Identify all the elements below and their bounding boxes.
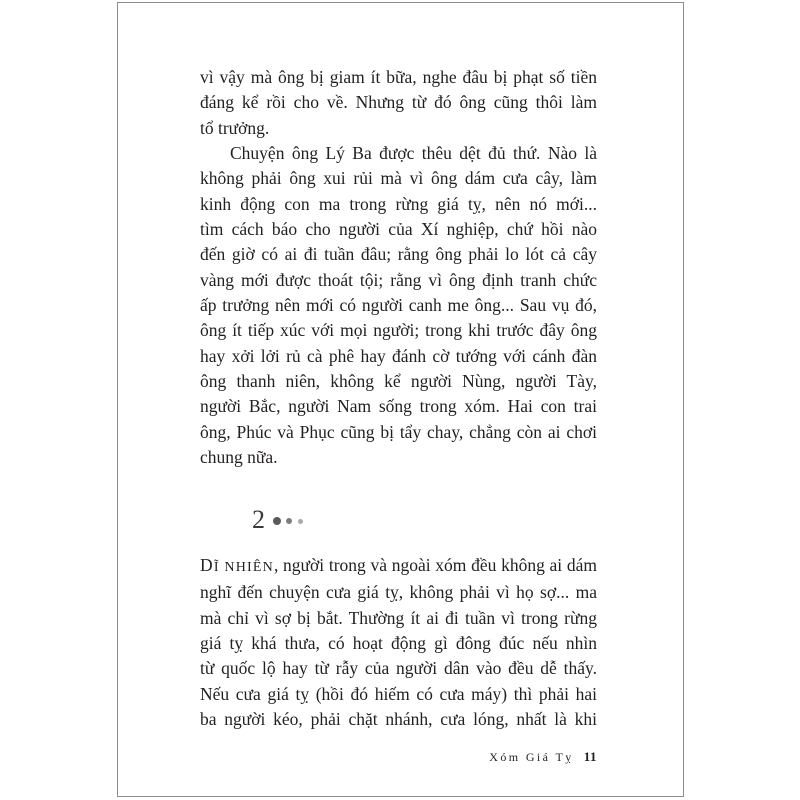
section-number: 2 — [252, 505, 265, 534]
section-body-text — [200, 553, 597, 732]
text-line-rest: , người trong và ngoài xóm đều không ai dám — [273, 555, 597, 575]
text-line: vì vậy mà ông bị giam ít bữa, nghe đâu bị phạt số tiền — [200, 67, 597, 87]
paragraph — [200, 141, 597, 470]
text-line: giá tỵ khá thưa, có hoạt động gì đông đúc nếu nhìn — [200, 632, 597, 653]
page-number: 11 — [583, 749, 597, 764]
text-line: Nếu cưa giá tỵ (hồi đó hiếm có cưa máy) thì phải hai — [200, 683, 597, 704]
paragraph — [200, 65, 597, 141]
paragraph — [200, 553, 597, 732]
section-ornament-dot-icon — [273, 517, 281, 525]
text-line: không phải ông xui rủi mà vì ông dám cưa cây, làm — [200, 168, 597, 189]
text-line: ông, Phúc và Phục cũng bị tẩy chay, chẳng còn ai chơi — [200, 421, 597, 442]
text-line: ông thanh niên, không kể người Nùng, người Tày, — [200, 370, 597, 391]
text-line: hay xởi lởi rủ cà phê hay đánh cờ tướng với cánh đàn — [200, 345, 597, 366]
text-line: từ quốc lộ hay từ rẫy của người dân vào đều dễ thấy. — [200, 658, 597, 679]
text-line: nghĩ đến chuyện cưa giá tỵ, không phải vì họ sợ... ma — [200, 582, 597, 603]
text-line: ông ít tiếp xúc với mọi người; trong khi trước đây ông — [200, 320, 597, 341]
text-line: tìm cách báo cho người của Xí nghiệp, chứ hồi nào — [200, 218, 597, 239]
page-footer — [489, 749, 597, 765]
text-line: người Bắc, người Nam sống trong xóm. Hai con trai — [200, 396, 597, 417]
text-line: tổ trưởng. — [200, 117, 270, 138]
text-line: vàng mới được thoát tội; rằng vì ông định tranh chức — [200, 269, 597, 290]
text-line: ấp trưởng nên mới có người canh me ông... Sau vụ đó, — [200, 294, 597, 315]
text-line: kinh động con ma trong rừng giá tỵ, nên nó mới... — [200, 193, 597, 214]
text-line: Chuyện ông Lý Ba được thêu dệt đủ thứ. Nào là — [230, 142, 597, 163]
section-ornament-dot-icon — [298, 519, 303, 524]
text-line: chung nữa. — [200, 446, 278, 467]
small-caps-lead-in: DĨ NHIÊN — [200, 555, 274, 575]
text-line — [200, 553, 597, 580]
text-line: ba người kéo, phải chặt nhánh, cưa lóng, nhất là khi — [200, 708, 597, 729]
body-text — [200, 65, 597, 470]
text-line: đáng kể rồi cho về. Nhưng từ đó ông cũng thôi làm — [200, 92, 597, 113]
text-line: đến giờ có ai đi tuần đâu; rằng ông phải lo lót cả cây — [200, 244, 597, 265]
text-line: mà chỉ vì sợ bị bắt. Thường ít ai đi tuần vì trong rừng — [200, 607, 597, 628]
running-title: Xóm Giá Tỵ — [489, 750, 574, 764]
